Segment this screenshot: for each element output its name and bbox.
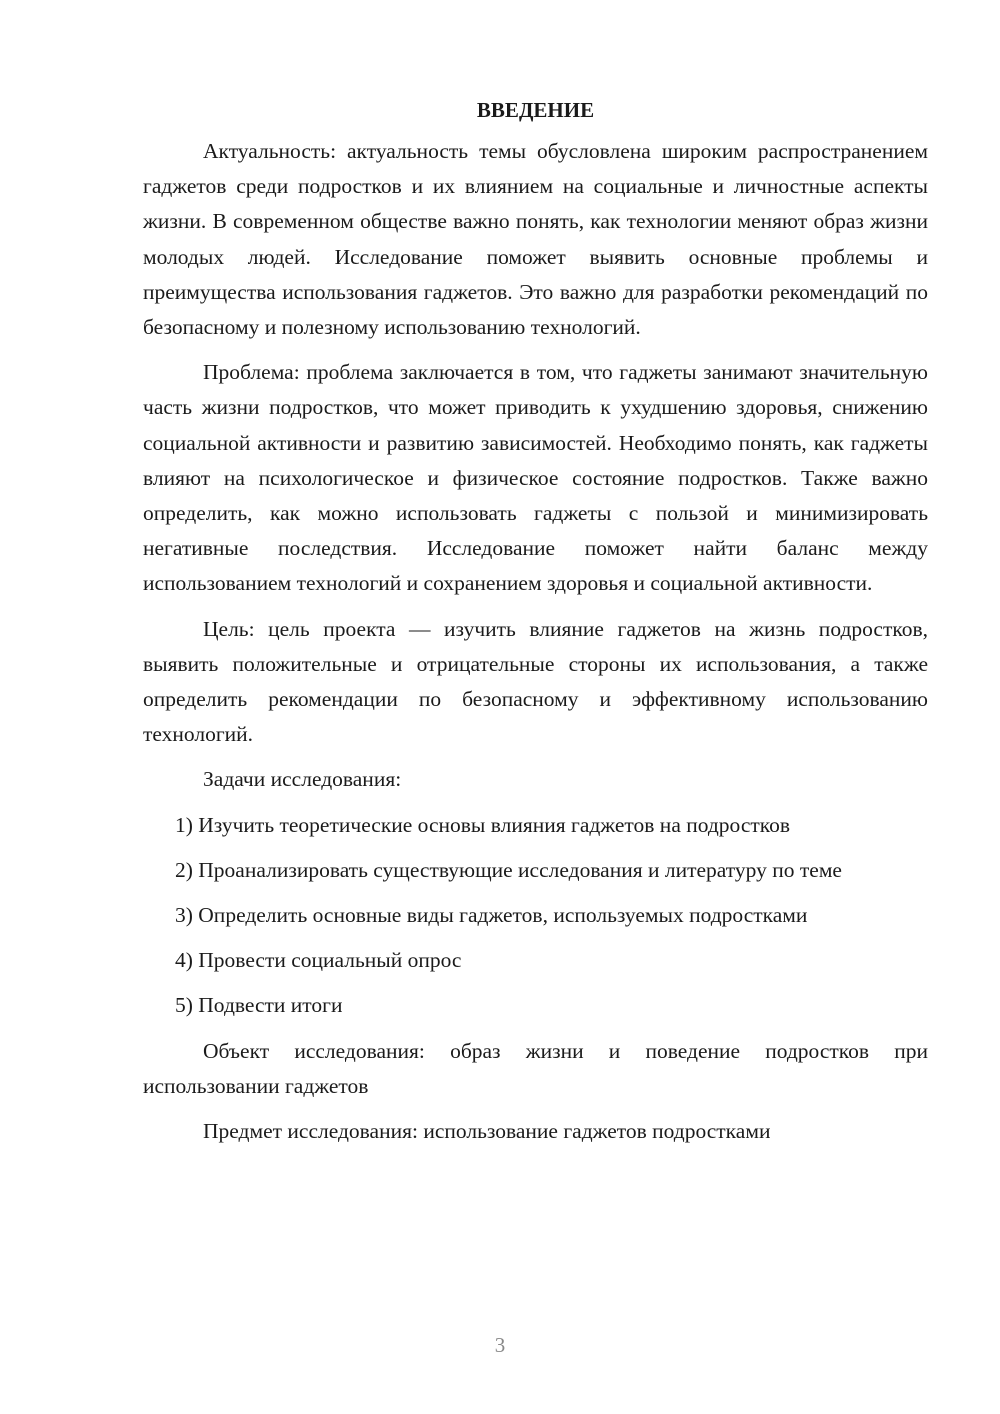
tasks-heading: Задачи исследования: (203, 767, 402, 792)
paragraph-relevance: Актуальность: актуальность темы обусловлена широким распространением гаджетов среди подростков и их влиянием на социальные и личностные аспекты жизни. В современном обществе важно понять, как технологии меняют образ жизни молодых людей. Исследование поможет выявить основные проблемы и преимущества использования гаджетов. Это важно для разработки рекомендаций по безопасному и полезному использованию технологий. (143, 139, 928, 340)
paragraph-subject: Предмет исследования: использование гаджетов подростками (203, 1119, 771, 1144)
page-title: ВВЕДЕНИЕ (476, 98, 595, 122)
task-item-2: 2) Проанализировать существующие исследования и литературу по теме (175, 857, 842, 882)
task-item-1: 1) Изучить теоретические основы влияния гаджетов на подростков (175, 812, 791, 837)
task-item-3: 3) Определить основные виды гаджетов, используемых подростками (175, 903, 808, 928)
task-item-5: 5) Подвести итоги (175, 993, 343, 1018)
paragraph-problem: Проблема: проблема заключается в том, что гаджеты занимают значительную часть жизни подростков, что может приводить к ухудшению здоровья, снижению социальной активности и развитию зависимостей. Необходимо понять, как гаджеты влияют на психологическое и физическое состояние подростков. Также важно определить, как можно использовать гаджеты с пользой и минимизировать негативные последствия. Исследование поможет найти баланс между использованием технологий и сохранением здоровья и социальной активности. (143, 360, 928, 596)
task-item-4: 4) Провести социальный опрос (175, 948, 462, 973)
document-page (143, 96, 928, 1159)
page-number: 3 (494, 1333, 506, 1357)
paragraph-object: Объект исследования: образ жизни и поведение подростков при использовании гаджетов (143, 1038, 928, 1098)
paragraph-goal: Цель: цель проекта — изучить влияние гаджетов на жизнь подростков, выявить положительные и отрицательные стороны их использования, а также определить рекомендации по безопасному и эффективному использованию технологий. (143, 616, 928, 747)
